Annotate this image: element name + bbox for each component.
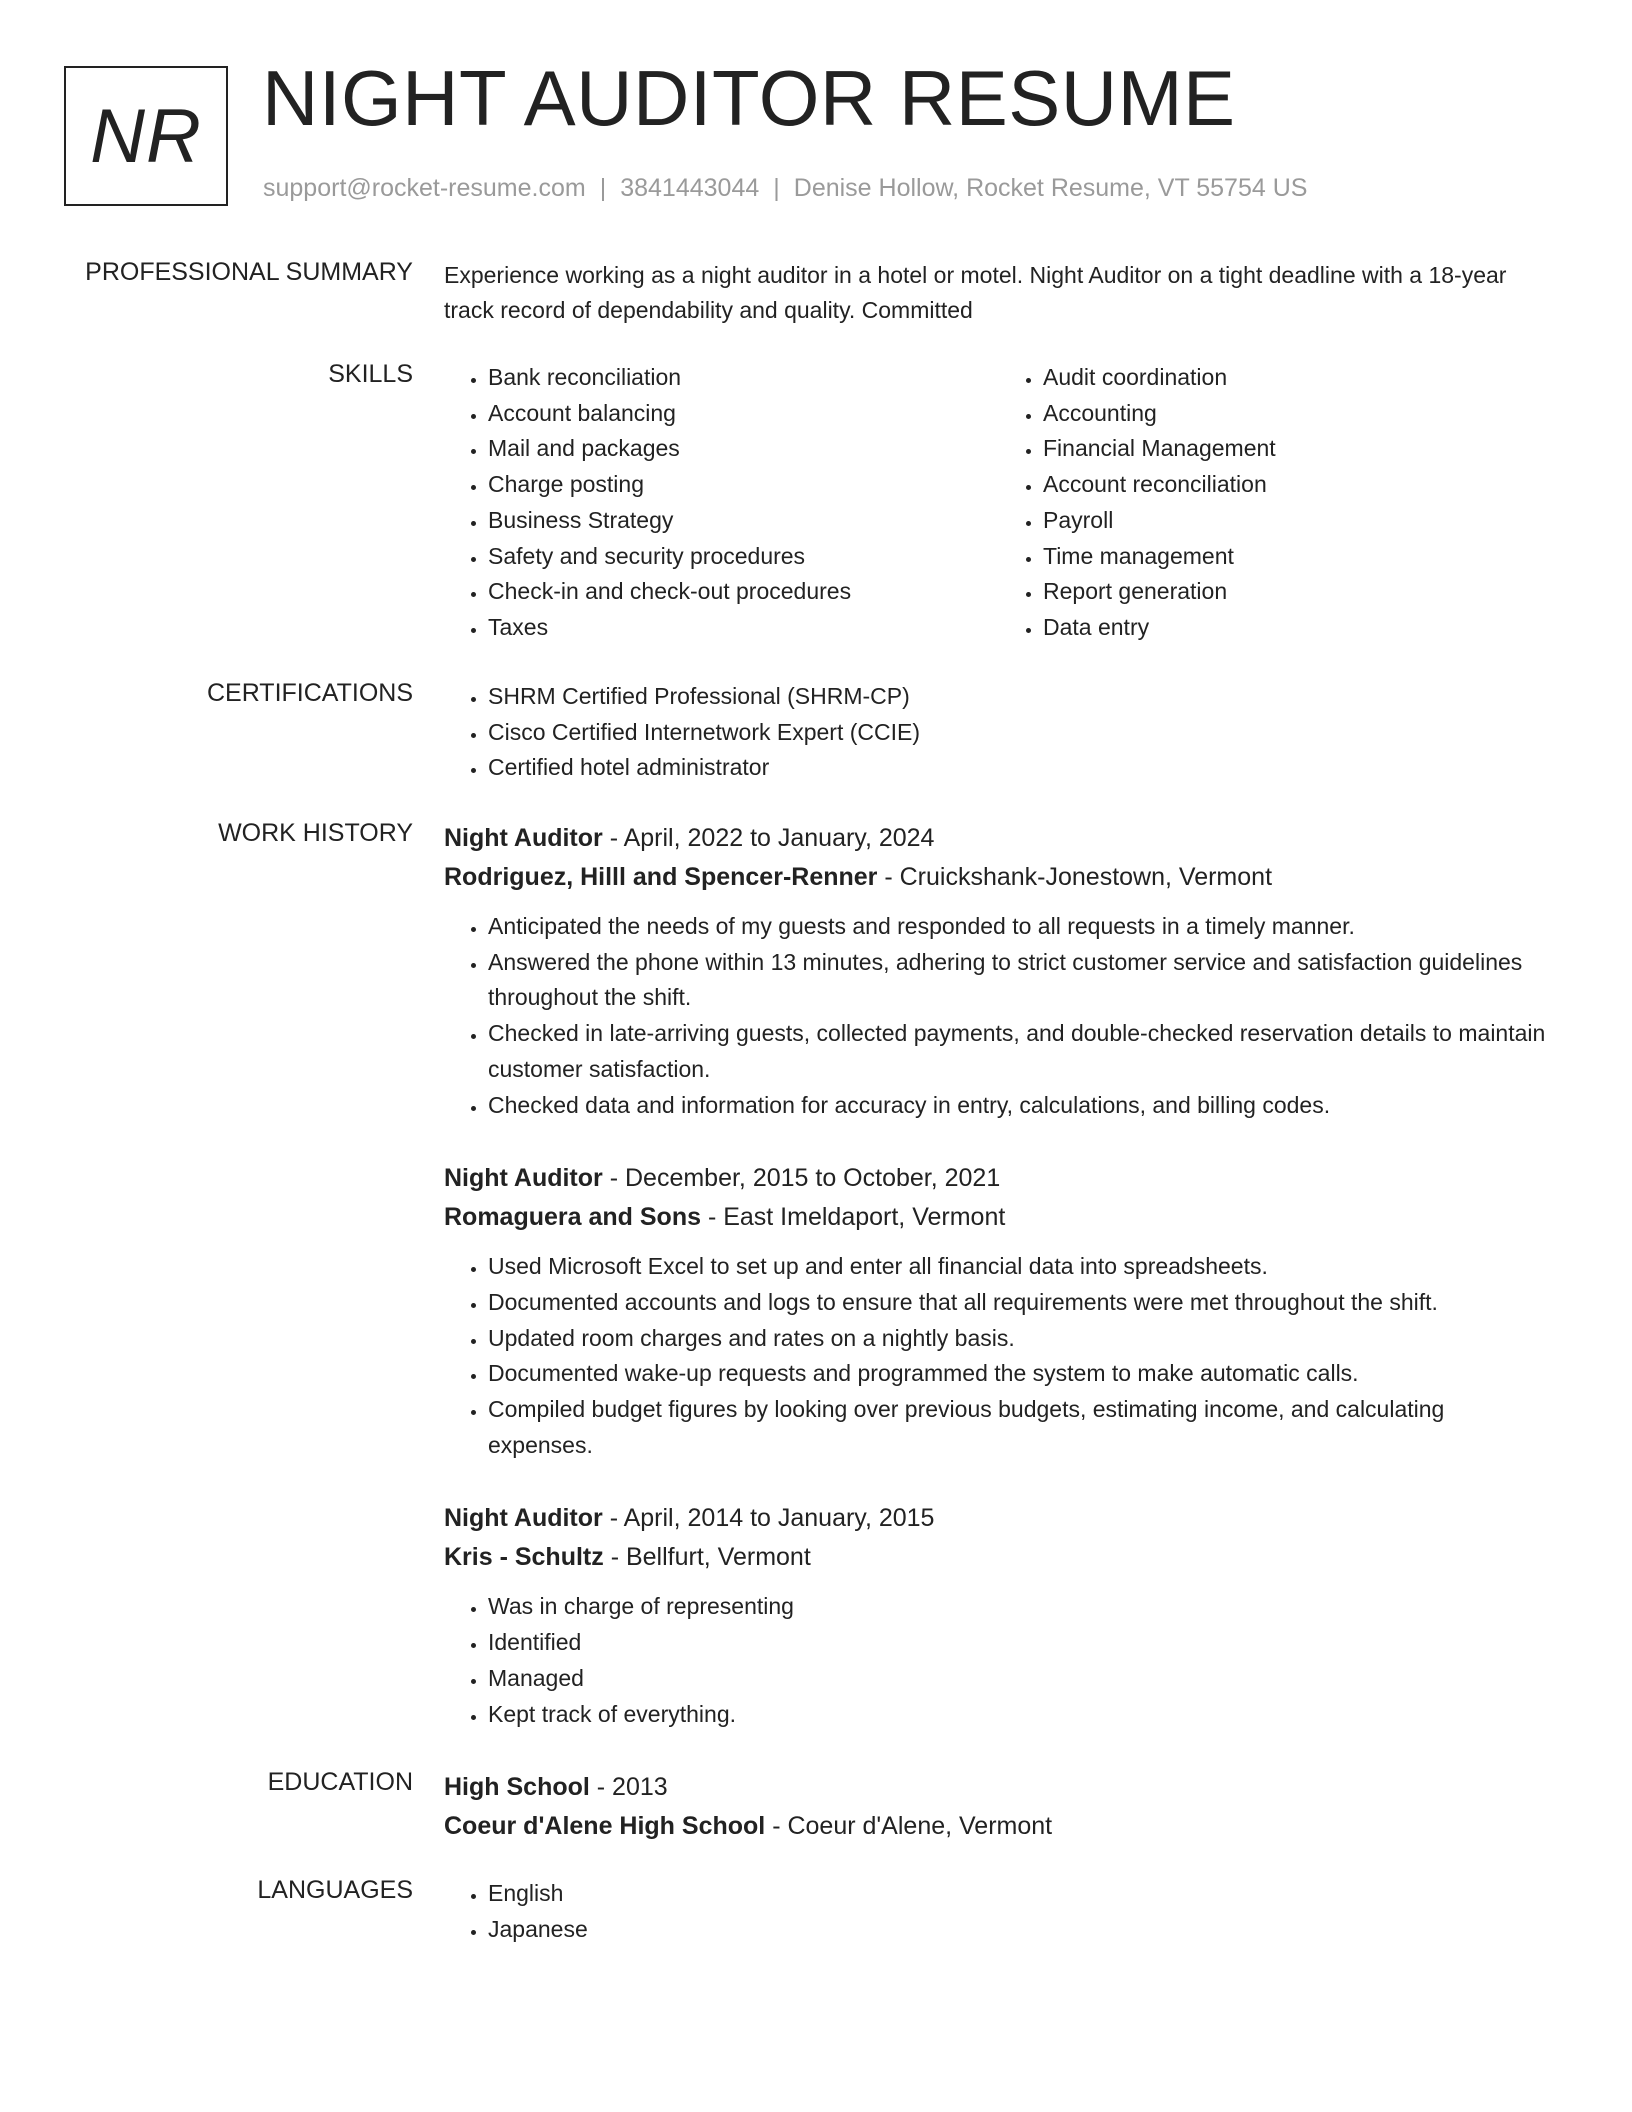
list-item: • Check-in and check-out procedures — [488, 574, 999, 610]
section-label: SKILLS — [328, 360, 413, 388]
list-item: • Audit coordination — [1043, 360, 1554, 396]
section-label: EDUCATION — [267, 1768, 413, 1796]
job-company-line — [444, 1198, 1554, 1237]
list-item: • Answered the phone within 13 minutes, adhering to strict customer service and satisfaction guidelines throughout the shift. — [488, 945, 1554, 1016]
education-school: Coeur d'Alene High School — [444, 1811, 766, 1840]
list-item: • Account reconciliation — [1043, 467, 1554, 503]
job-title-line — [444, 1159, 1554, 1198]
job-company-line — [444, 858, 1554, 897]
education-school-line — [444, 1807, 1554, 1846]
list-item: • Managed — [488, 1661, 1554, 1697]
list-item: • Compiled budget figures by looking over previous budgets, estimating income, and calculating expenses. — [488, 1392, 1554, 1463]
list-item: • Accounting — [1043, 396, 1554, 432]
job-entry — [444, 819, 1554, 1123]
list-item: • SHRM Certified Professional (SHRM-CP) — [488, 679, 1554, 715]
list-item: • English — [488, 1876, 1554, 1912]
education-degree: High School — [444, 1773, 590, 1801]
job-dates: - April, 2022 to January, 2024 — [602, 824, 935, 852]
job-dates: - December, 2015 to October, 2021 — [602, 1164, 1001, 1193]
list-item: • Documented wake-up requests and programmed the system to make automatic calls. — [488, 1356, 1554, 1392]
list-item: • Data entry — [1043, 610, 1554, 646]
contact-email: support@rocket-resume.com — [263, 174, 586, 202]
list-item: • Taxes — [488, 610, 999, 646]
job-bullets — [444, 1249, 1554, 1463]
section-label: LANGUAGES — [257, 1876, 413, 1904]
contact-phone: 3841443044 — [620, 174, 760, 202]
list-item: • Payroll — [1043, 503, 1554, 539]
job-title: Night Auditor — [444, 1504, 603, 1533]
list-item: • Certified hotel administrator — [488, 750, 1554, 786]
list-item: • Safety and security procedures — [488, 539, 999, 575]
section-label: CERTIFICATIONS — [206, 679, 413, 707]
list-item: • Anticipated the needs of my guests and responded to all requests in a timely manner. — [488, 909, 1554, 945]
job-bullets — [444, 909, 1554, 1123]
list-item: • Updated room charges and rates on a nightly basis. — [488, 1321, 1554, 1357]
section-label: WORK HISTORY — [218, 819, 413, 847]
contact-separator: | — [773, 174, 780, 202]
list-item: • Japanese — [488, 1912, 1554, 1948]
contact-separator: | — [599, 174, 607, 202]
list-item: • Identified — [488, 1625, 1554, 1661]
job-title-line — [444, 819, 1554, 858]
list-item: • Cisco Certified Internetwork Expert (CCIE) — [488, 715, 1554, 751]
job-company: Kris - Schultz — [444, 1542, 604, 1571]
contact-address: Denise Hollow, Rocket Resume, VT 55754 US — [793, 174, 1308, 202]
job-location: - East Imeldaport, Vermont — [701, 1202, 1006, 1231]
job-entry — [444, 1499, 1554, 1732]
job-title: Night Auditor — [444, 1164, 603, 1193]
list-item: • Checked in late-arriving guests, collected payments, and double-checked reservation details to maintain customer satisfaction. — [488, 1016, 1554, 1087]
job-location: - Cruickshank-Jonestown, Vermont — [877, 862, 1273, 891]
list-item: • Business Strategy — [488, 503, 999, 539]
summary-text: Experience working as a night auditor in a hotel or motel. Night Auditor on a tight deadline with a 18-year track record of dependability and quality. Committed — [444, 262, 1507, 323]
skills-list-right — [999, 360, 1554, 646]
list-item: • Was in charge of representing — [488, 1589, 1554, 1625]
job-title: Night Auditor — [444, 824, 603, 852]
job-dates: - April, 2014 to January, 2015 — [602, 1504, 935, 1533]
job-company: Romaguera and Sons — [444, 1202, 701, 1231]
certifications-list — [444, 679, 1554, 786]
list-item: • Bank reconciliation — [488, 360, 999, 396]
section-label: PROFESSIONAL SUMMARY — [85, 258, 413, 286]
list-item: • Used Microsoft Excel to set up and enter all financial data into spreadsheets. — [488, 1249, 1554, 1285]
list-item: • Mail and packages — [488, 431, 999, 467]
list-item: • Documented accounts and logs to ensure that all requirements were met throughout the shift. — [488, 1285, 1554, 1321]
job-title-line — [444, 1499, 1554, 1538]
monogram: NR — [64, 66, 228, 206]
list-item: • Time management — [1043, 539, 1554, 575]
list-item: • Checked data and information for accuracy in entry, calculations, and billing codes. — [488, 1088, 1554, 1124]
skills-list-left — [444, 360, 999, 646]
education-degree-line — [444, 1768, 1554, 1807]
list-item: • Account balancing — [488, 396, 999, 432]
job-company-line — [444, 1538, 1554, 1577]
list-item: • Report generation — [1043, 574, 1554, 610]
education-year: - 2013 — [589, 1773, 668, 1801]
list-item: • Kept track of everything. — [488, 1697, 1554, 1733]
job-entry — [444, 1159, 1554, 1463]
job-company: Rodriguez, Hilll and Spencer-Renner — [444, 862, 878, 891]
page-title: NIGHT AUDITOR RESUME — [262, 54, 1236, 142]
list-item: • Charge posting — [488, 467, 999, 503]
contact-line — [263, 174, 1307, 203]
list-item: • Financial Management — [1043, 431, 1554, 467]
job-bullets — [444, 1589, 1554, 1732]
education-location: - Coeur d'Alene, Vermont — [765, 1811, 1053, 1840]
job-location: - Bellfurt, Vermont — [603, 1542, 811, 1571]
languages-list — [444, 1876, 1554, 1947]
